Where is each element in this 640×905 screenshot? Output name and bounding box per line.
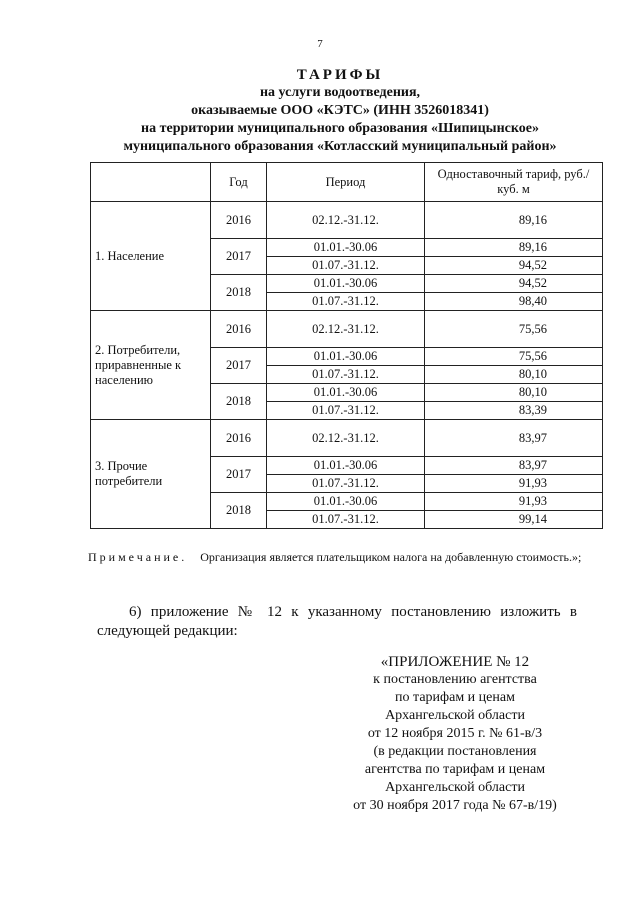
header-category: [91, 163, 211, 202]
note: [88, 549, 588, 565]
category-cell: 2. Потребители, приравненные к населению: [91, 311, 211, 420]
table-row: [91, 311, 603, 348]
document-title: [60, 66, 620, 156]
tariff-table: [90, 162, 603, 529]
appendix-line: (в редакции постановления: [373, 744, 537, 759]
title-line-3: на территории муниципального образования «Шипицынское»: [141, 121, 539, 136]
header-period: Период: [267, 163, 425, 202]
tariff-value-cell: 75,56: [425, 348, 603, 366]
tariff-value-cell: 94,52: [425, 257, 603, 275]
period-cell: 01.07.-31.12.: [267, 511, 425, 529]
period-cell: 01.01.-30.06: [267, 239, 425, 257]
period-cell: 01.07.-31.12.: [267, 366, 425, 384]
note-text: Организация является плательщиком налога на добавленную стоимость.»;: [200, 550, 582, 564]
category-cell: 1. Население: [91, 202, 211, 311]
title-line-4: муниципального образования «Котласский муниципальный район»: [123, 139, 557, 154]
title-line-2: оказываемые ООО «КЭТС» (ИНН 3526018341): [191, 103, 489, 118]
period-cell: 01.01.-30.06: [267, 493, 425, 511]
year-cell: 2018: [211, 493, 267, 529]
tariff-value-cell: 98,40: [425, 293, 603, 311]
period-cell: 02.12.-31.12.: [267, 202, 425, 239]
title-main: ТАРИФЫ: [296, 67, 384, 83]
tariff-value-cell: 94,52: [425, 275, 603, 293]
year-cell: 2018: [211, 275, 267, 311]
year-cell: 2016: [211, 202, 267, 239]
tariff-value-cell: 99,14: [425, 511, 603, 529]
period-cell: 01.01.-30.06: [267, 348, 425, 366]
table-header-row: [91, 163, 603, 202]
year-cell: 2018: [211, 384, 267, 420]
period-cell: 01.01.-30.06: [267, 384, 425, 402]
period-cell: 01.01.-30.06: [267, 275, 425, 293]
year-cell: 2017: [211, 239, 267, 275]
year-cell: 2017: [211, 457, 267, 493]
year-cell: 2017: [211, 348, 267, 384]
appendix-line: к постановлению агентства: [373, 672, 537, 687]
appendix-line: агентства по тарифам и ценам: [364, 762, 546, 777]
period-cell: 02.12.-31.12.: [267, 420, 425, 457]
period-cell: 01.07.-31.12.: [267, 475, 425, 493]
amendment-paragraph: [97, 603, 577, 641]
appendix-line: от 30 ноября 2017 года № 67-в/19): [353, 798, 557, 813]
amendment-paragraph-text: 6) приложение № 12 к указанному постановлению изложить в следующей редакции:: [97, 604, 577, 639]
appendix-line: от 12 ноября 2015 г. № 61-в/3: [367, 726, 543, 741]
title-line-1: на услуги водоотведения,: [259, 85, 421, 100]
tariff-value-cell: 89,16: [425, 239, 603, 257]
table-row: [91, 202, 603, 239]
tariff-value-cell: 83,39: [425, 402, 603, 420]
header-year: Год: [211, 163, 267, 202]
year-cell: 2016: [211, 420, 267, 457]
category-cell: 3. Прочие потребители: [91, 420, 211, 529]
period-cell: 01.07.-31.12.: [267, 257, 425, 275]
tariff-table-body: [91, 202, 603, 529]
header-tariff: Одноставочный тариф, руб./куб. м: [425, 163, 603, 202]
note-label: Примечание.: [88, 550, 188, 564]
tariff-value-cell: 91,93: [425, 493, 603, 511]
appendix-line: Архангельской области: [385, 780, 525, 795]
period-cell: 01.07.-31.12.: [267, 293, 425, 311]
appendix-line: Архангельской области: [385, 708, 525, 723]
period-cell: 01.01.-30.06: [267, 457, 425, 475]
table-row: [91, 420, 603, 457]
page-number: 7: [317, 38, 323, 50]
period-cell: 01.07.-31.12.: [267, 402, 425, 420]
tariff-value-cell: 80,10: [425, 366, 603, 384]
year-cell: 2016: [211, 311, 267, 348]
tariff-value-cell: 80,10: [425, 384, 603, 402]
tariff-value-cell: 83,97: [425, 420, 603, 457]
tariff-value-cell: 83,97: [425, 457, 603, 475]
tariff-value-cell: 75,56: [425, 311, 603, 348]
tariff-value-cell: 91,93: [425, 475, 603, 493]
period-cell: 02.12.-31.12.: [267, 311, 425, 348]
tariff-value-cell: 89,16: [425, 202, 603, 239]
appendix-line: по тарифам и ценам: [395, 690, 515, 705]
appendix-line: «ПРИЛОЖЕНИЕ № 12: [380, 654, 530, 670]
appendix-heading: [330, 653, 580, 815]
